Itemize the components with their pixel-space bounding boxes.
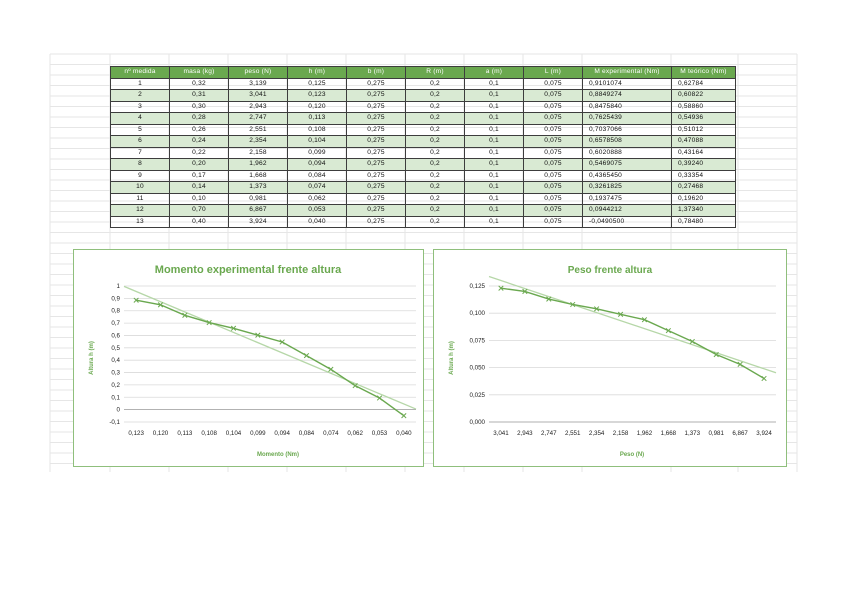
column-header: b (m) bbox=[347, 67, 406, 79]
table-row bbox=[111, 193, 736, 205]
y-tick-label: -0,1 bbox=[109, 419, 120, 426]
table-cell[interactable]: 0,084 bbox=[288, 170, 347, 182]
y-axis-title: Altura h (m) bbox=[89, 341, 95, 375]
table-cell[interactable]: 0,1 bbox=[465, 113, 524, 125]
table-cell[interactable]: 0,1 bbox=[465, 78, 524, 90]
table-cell[interactable]: 3,041 bbox=[229, 90, 288, 102]
table-cell[interactable]: 0,27468 bbox=[672, 182, 736, 194]
table-cell[interactable]: 0,7625439 bbox=[583, 113, 672, 125]
column-header: a (m) bbox=[465, 67, 524, 79]
x-tick-label: 2,158 bbox=[612, 430, 629, 437]
x-tick-label: 1,668 bbox=[660, 430, 677, 437]
y-tick-label: 0,050 bbox=[469, 364, 485, 372]
x-tick-label: 0,123 bbox=[128, 430, 144, 437]
x-tick-label: 0,099 bbox=[250, 430, 266, 437]
table-cell[interactable]: 11 bbox=[111, 193, 170, 205]
column-header: M teórico (Nm) bbox=[672, 67, 736, 79]
table-row bbox=[111, 78, 736, 90]
table-cell[interactable]: 3,139 bbox=[229, 78, 288, 90]
table-cell[interactable]: 0,094 bbox=[288, 159, 347, 171]
table-cell[interactable]: 0,075 bbox=[524, 205, 583, 217]
table-cell[interactable]: 0,075 bbox=[524, 136, 583, 148]
x-tick-label: 0,120 bbox=[152, 430, 169, 437]
table-cell[interactable]: 0,075 bbox=[524, 101, 583, 113]
table-cell[interactable]: 0,075 bbox=[524, 124, 583, 136]
table-cell[interactable]: 0,32 bbox=[170, 78, 229, 90]
table-cell[interactable]: 8 bbox=[111, 159, 170, 171]
column-header: L (m) bbox=[524, 67, 583, 79]
x-tick-label: 3,041 bbox=[493, 430, 509, 437]
y-tick-label: 0 bbox=[116, 406, 120, 414]
table-cell[interactable]: 0,275 bbox=[347, 124, 406, 136]
table-cell[interactable]: 2,747 bbox=[229, 113, 288, 125]
table-cell[interactable]: 0,1 bbox=[465, 170, 524, 182]
table-cell[interactable]: 0,1937475 bbox=[583, 193, 672, 205]
table-cell[interactable]: 0,19620 bbox=[672, 193, 736, 205]
table-cell[interactable]: 0,2 bbox=[406, 101, 465, 113]
x-tick-label: 0,113 bbox=[177, 430, 193, 437]
x-tick-label: 0,981 bbox=[708, 430, 724, 437]
table-cell[interactable]: 0,275 bbox=[347, 205, 406, 217]
table-cell[interactable]: 0,2 bbox=[406, 159, 465, 171]
table-cell[interactable]: 0,1 bbox=[465, 193, 524, 205]
table-cell[interactable]: 0,2 bbox=[406, 124, 465, 136]
table-cell[interactable]: -0,0490500 bbox=[583, 216, 672, 228]
table-cell[interactable]: 0,275 bbox=[347, 193, 406, 205]
table-cell[interactable]: 0,54936 bbox=[672, 113, 736, 125]
table-cell[interactable]: 0,70 bbox=[170, 205, 229, 217]
table-cell[interactable]: 0,58860 bbox=[672, 101, 736, 113]
table-cell[interactable]: 0,17 bbox=[170, 170, 229, 182]
x-tick-label: 0,084 bbox=[298, 430, 315, 437]
table-cell[interactable]: 0,47088 bbox=[672, 136, 736, 148]
table-cell[interactable]: 0,8849274 bbox=[583, 90, 672, 102]
table-cell[interactable]: 0,60822 bbox=[672, 90, 736, 102]
y-tick-label: 0,000 bbox=[469, 419, 485, 426]
table-cell[interactable]: 0,275 bbox=[347, 136, 406, 148]
table-cell[interactable]: 0,1 bbox=[465, 205, 524, 217]
table-cell[interactable]: 2,943 bbox=[229, 101, 288, 113]
table-cell[interactable]: 2 bbox=[111, 90, 170, 102]
table-cell[interactable]: 0,22 bbox=[170, 147, 229, 159]
table-cell[interactable]: 0,0944212 bbox=[583, 205, 672, 217]
table-cell[interactable]: 0,39240 bbox=[672, 159, 736, 171]
y-tick-label: 0,3 bbox=[111, 369, 120, 377]
table-cell[interactable]: 0,123 bbox=[288, 90, 347, 102]
data-table bbox=[110, 66, 736, 228]
table-cell[interactable]: 0,5469075 bbox=[583, 159, 672, 171]
y-tick-label: 0,5 bbox=[111, 344, 120, 352]
y-tick-label: 0,075 bbox=[469, 337, 485, 345]
table-cell[interactable]: 0,2 bbox=[406, 113, 465, 125]
x-tick-label: 3,924 bbox=[756, 430, 772, 437]
table-cell[interactable]: 0,1 bbox=[465, 101, 524, 113]
table-cell[interactable]: 0,6020888 bbox=[583, 147, 672, 159]
table-cell[interactable]: 0,31 bbox=[170, 90, 229, 102]
column-header: h (m) bbox=[288, 67, 347, 79]
y-tick-label: 1 bbox=[116, 283, 120, 290]
table-cell[interactable]: 0,108 bbox=[288, 124, 347, 136]
column-header: nº medida bbox=[111, 67, 170, 79]
table-cell[interactable]: 0,275 bbox=[347, 216, 406, 228]
table-cell[interactable]: 0,1 bbox=[465, 136, 524, 148]
table-cell[interactable]: 0,075 bbox=[524, 170, 583, 182]
data-point-marker[interactable] bbox=[304, 353, 309, 358]
table-cell[interactable]: 0,075 bbox=[524, 193, 583, 205]
x-tick-label: 0,074 bbox=[323, 430, 339, 437]
x-tick-label: 2,943 bbox=[517, 430, 533, 437]
table-cell[interactable]: 1 bbox=[111, 78, 170, 90]
x-tick-label: 0,040 bbox=[396, 430, 412, 437]
table-cell[interactable]: 0,6578508 bbox=[583, 136, 672, 148]
trendline bbox=[489, 277, 776, 373]
table-row bbox=[111, 124, 736, 136]
series-line bbox=[136, 300, 404, 415]
table-cell[interactable]: 2,551 bbox=[229, 124, 288, 136]
table-cell[interactable]: 0,2 bbox=[406, 205, 465, 217]
table-cell[interactable]: 0,1 bbox=[465, 124, 524, 136]
table-cell[interactable]: 0,26 bbox=[170, 124, 229, 136]
table-cell[interactable]: 0,062 bbox=[288, 193, 347, 205]
table-cell[interactable]: 0,099 bbox=[288, 147, 347, 159]
table-cell[interactable]: 13 bbox=[111, 216, 170, 228]
data-point-marker[interactable] bbox=[402, 413, 407, 418]
table-cell[interactable]: 0,1 bbox=[465, 216, 524, 228]
table-cell[interactable]: 0,075 bbox=[524, 216, 583, 228]
chart-title: Momento experimental frente altura bbox=[154, 264, 342, 276]
y-tick-label: 0,9 bbox=[111, 295, 120, 303]
table-cell[interactable]: 0,113 bbox=[288, 113, 347, 125]
x-tick-label: 0,062 bbox=[347, 430, 363, 437]
table-cell[interactable]: 7 bbox=[111, 147, 170, 159]
table-cell[interactable]: 0,275 bbox=[347, 90, 406, 102]
table-cell[interactable]: 0,075 bbox=[524, 90, 583, 102]
table-cell[interactable]: 0,2 bbox=[406, 216, 465, 228]
table-cell[interactable]: 0,275 bbox=[347, 78, 406, 90]
table-cell[interactable]: 0,981 bbox=[229, 193, 288, 205]
column-header: peso (N) bbox=[229, 67, 288, 79]
y-tick-label: 0,4 bbox=[111, 357, 120, 365]
table-cell[interactable]: 0,62784 bbox=[672, 78, 736, 90]
data-point-marker[interactable] bbox=[377, 396, 382, 401]
table-cell[interactable]: 0,51012 bbox=[672, 124, 736, 136]
table-cell[interactable]: 1,373 bbox=[229, 182, 288, 194]
y-tick-label: 0,125 bbox=[469, 283, 485, 290]
table-cell[interactable]: 3 bbox=[111, 101, 170, 113]
x-tick-label: 0,104 bbox=[225, 430, 242, 437]
table-cell[interactable]: 1,668 bbox=[229, 170, 288, 182]
table-row bbox=[111, 136, 736, 148]
table-cell[interactable]: 0,9101074 bbox=[583, 78, 672, 90]
table-cell[interactable]: 0,040 bbox=[288, 216, 347, 228]
x-tick-label: 1,962 bbox=[636, 430, 653, 437]
table-cell[interactable]: 0,275 bbox=[347, 159, 406, 171]
table-cell[interactable]: 0,7037066 bbox=[583, 124, 672, 136]
table-cell[interactable]: 1,37340 bbox=[672, 205, 736, 217]
chart-weight-vs-height[interactable] bbox=[433, 249, 787, 467]
x-tick-label: 0,053 bbox=[371, 430, 388, 437]
table-cell[interactable]: 0,125 bbox=[288, 78, 347, 90]
table-cell[interactable]: 12 bbox=[111, 205, 170, 217]
table-cell[interactable]: 0,275 bbox=[347, 101, 406, 113]
table-cell[interactable]: 0,275 bbox=[347, 147, 406, 159]
table-row bbox=[111, 205, 736, 217]
table-cell[interactable]: 6,867 bbox=[229, 205, 288, 217]
chart-moment-vs-height[interactable] bbox=[73, 249, 424, 467]
x-tick-label: 0,094 bbox=[274, 430, 290, 437]
data-point-marker[interactable] bbox=[329, 367, 334, 372]
table-cell[interactable]: 0,14 bbox=[170, 182, 229, 194]
x-tick-label: 2,354 bbox=[588, 430, 605, 437]
x-tick-label: 1,373 bbox=[684, 430, 701, 437]
table-cell[interactable]: 0,1 bbox=[465, 147, 524, 159]
table-header-row bbox=[111, 67, 736, 79]
y-tick-label: 0,025 bbox=[469, 391, 485, 399]
table-cell[interactable]: 0,074 bbox=[288, 182, 347, 194]
y-tick-label: 0,100 bbox=[469, 310, 485, 318]
table-cell[interactable]: 0,3261825 bbox=[583, 182, 672, 194]
table-cell[interactable]: 0,075 bbox=[524, 78, 583, 90]
table-cell[interactable]: 0,1 bbox=[465, 182, 524, 194]
table-cell[interactable]: 0,43164 bbox=[672, 147, 736, 159]
table-row bbox=[111, 101, 736, 113]
table-cell[interactable]: 0,4365450 bbox=[583, 170, 672, 182]
table-cell[interactable]: 0,120 bbox=[288, 101, 347, 113]
table-cell[interactable]: 0,075 bbox=[524, 182, 583, 194]
table-cell[interactable]: 0,075 bbox=[524, 113, 583, 125]
y-tick-label: 0,7 bbox=[111, 320, 120, 328]
table-cell[interactable]: 0,20 bbox=[170, 159, 229, 171]
table-cell[interactable]: 0,2 bbox=[406, 182, 465, 194]
x-tick-label: 6,867 bbox=[732, 430, 748, 437]
column-header: masa (kg) bbox=[170, 67, 229, 79]
table-cell[interactable]: 0,275 bbox=[347, 182, 406, 194]
table-cell[interactable]: 0,2 bbox=[406, 170, 465, 182]
table-cell[interactable]: 0,075 bbox=[524, 147, 583, 159]
table-cell[interactable]: 6 bbox=[111, 136, 170, 148]
y-tick-label: 0,2 bbox=[111, 381, 120, 389]
table-cell[interactable]: 0,33354 bbox=[672, 170, 736, 182]
table-cell[interactable]: 0,8475840 bbox=[583, 101, 672, 113]
y-axis-title: Altura h (m) bbox=[449, 341, 455, 375]
table-cell[interactable]: 0,1 bbox=[465, 90, 524, 102]
table-cell[interactable]: 0,78480 bbox=[672, 216, 736, 228]
table-cell[interactable]: 1,962 bbox=[229, 159, 288, 171]
table-cell[interactable]: 0,053 bbox=[288, 205, 347, 217]
table-row bbox=[111, 147, 736, 159]
chart-title: Peso frente altura bbox=[567, 265, 653, 276]
table-cell[interactable]: 10 bbox=[111, 182, 170, 194]
table-cell[interactable]: 4 bbox=[111, 113, 170, 125]
x-axis-title: Momento (Nm) bbox=[257, 452, 299, 458]
table-cell[interactable]: 0,40 bbox=[170, 216, 229, 228]
table-row bbox=[111, 170, 736, 182]
table-row bbox=[111, 90, 736, 102]
table-row bbox=[111, 182, 736, 194]
data-point-marker[interactable] bbox=[762, 376, 767, 381]
column-header: R (m) bbox=[406, 67, 465, 79]
y-tick-label: 0,6 bbox=[111, 332, 120, 340]
table-cell[interactable]: 0,30 bbox=[170, 101, 229, 113]
table-cell[interactable]: 3,924 bbox=[229, 216, 288, 228]
table-cell[interactable]: 0,275 bbox=[347, 170, 406, 182]
y-tick-label: 0,8 bbox=[111, 307, 120, 315]
series-line bbox=[501, 288, 764, 378]
table-row bbox=[111, 113, 736, 125]
y-tick-label: 0,1 bbox=[111, 394, 120, 402]
table-cell[interactable]: 2,354 bbox=[229, 136, 288, 148]
column-header: M experimental (Nm) bbox=[583, 67, 672, 79]
table-cell[interactable]: 2,158 bbox=[229, 147, 288, 159]
table-cell[interactable]: 0,275 bbox=[347, 113, 406, 125]
table-row bbox=[111, 159, 736, 171]
table-cell[interactable]: 0,104 bbox=[288, 136, 347, 148]
x-tick-label: 2,551 bbox=[564, 430, 581, 437]
table-cell[interactable]: 0,2 bbox=[406, 90, 465, 102]
table-cell[interactable]: 0,2 bbox=[406, 147, 465, 159]
table-cell[interactable]: 0,10 bbox=[170, 193, 229, 205]
table-cell[interactable]: 5 bbox=[111, 124, 170, 136]
table-cell[interactable]: 0,1 bbox=[465, 159, 524, 171]
table-cell[interactable]: 0,2 bbox=[406, 193, 465, 205]
table-cell[interactable]: 0,075 bbox=[524, 159, 583, 171]
x-axis-title: Peso (N) bbox=[619, 452, 645, 458]
x-tick-label: 0,108 bbox=[201, 430, 217, 437]
table-cell[interactable]: 0,28 bbox=[170, 113, 229, 125]
table-row bbox=[111, 216, 736, 228]
table-cell[interactable]: 9 bbox=[111, 170, 170, 182]
x-tick-label: 2,747 bbox=[541, 430, 557, 437]
table-cell[interactable]: 0,2 bbox=[406, 136, 465, 148]
table-cell[interactable]: 0,2 bbox=[406, 78, 465, 90]
table-cell[interactable]: 0,24 bbox=[170, 136, 229, 148]
